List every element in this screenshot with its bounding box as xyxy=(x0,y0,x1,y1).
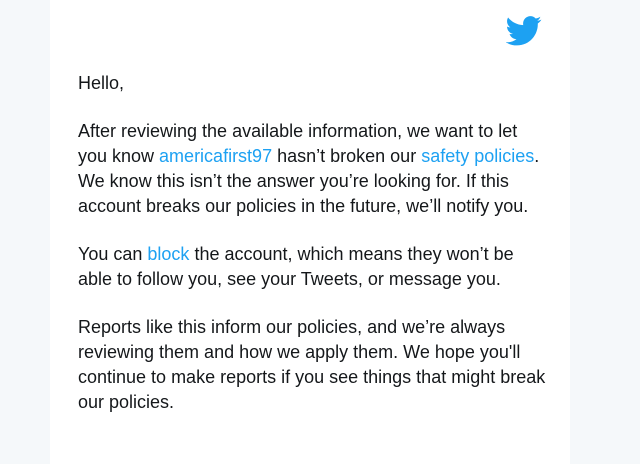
safety-policies-link[interactable]: safety policies xyxy=(421,146,535,166)
email-card xyxy=(50,0,570,464)
username-link[interactable]: americafirst97 xyxy=(159,146,273,166)
paragraph-text: hasn’t broken our xyxy=(272,146,422,166)
paragraph-review-result xyxy=(78,119,548,219)
block-link[interactable]: block xyxy=(147,244,190,264)
paragraph-text: . We know this isn’t the answer you’re looking for. If this account breaks our policies in the future, we’ll notify you. xyxy=(78,146,540,216)
greeting: Hello, xyxy=(78,73,125,93)
twitter-bird-icon xyxy=(506,16,542,46)
paragraph-block-info xyxy=(78,242,548,292)
email-body xyxy=(78,71,548,438)
paragraph-text: You can xyxy=(78,244,148,264)
paragraph-text: the account, which means they won’t be able to follow you, see your Tweets, or message you. xyxy=(78,244,514,289)
paragraph-text: After reviewing the available information, we want to let you know xyxy=(78,121,518,166)
paragraph-reports-info: Reports like this inform our policies, and we’re always reviewing them and how we apply them. We hope you'll continue to make reports if you see things that might break our policies. xyxy=(78,317,546,412)
